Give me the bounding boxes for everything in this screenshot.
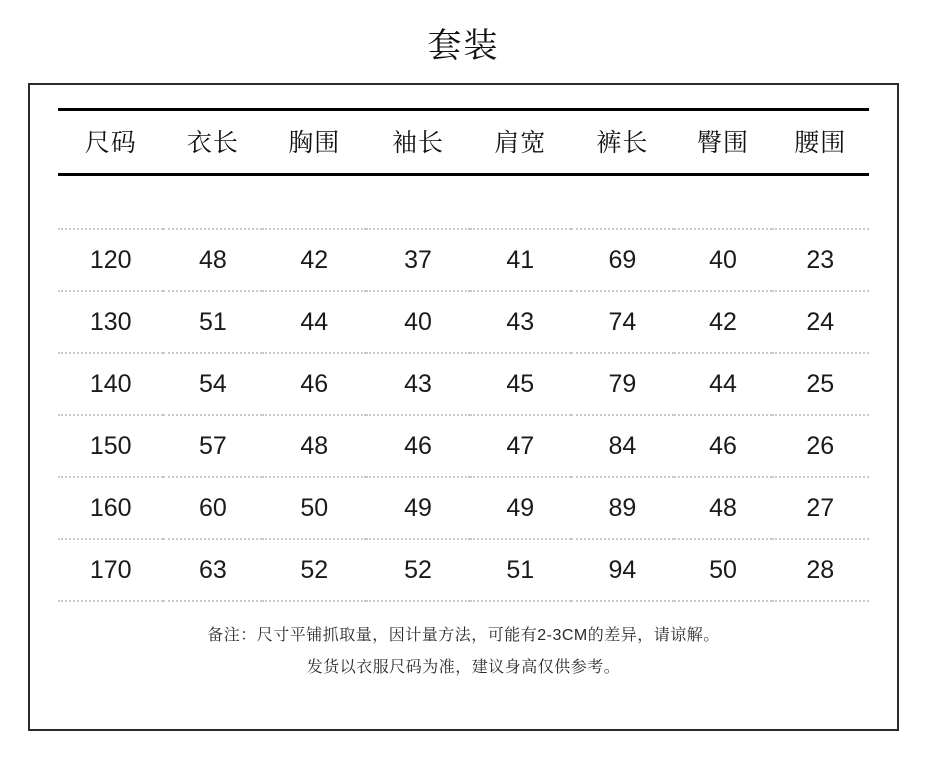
- cell-pants-length: 94: [571, 539, 675, 601]
- cell-pants-length: 89: [571, 477, 675, 539]
- spacer-cell: [772, 175, 869, 230]
- cell-hip: 46: [674, 415, 771, 477]
- cell-waist: 27: [772, 477, 869, 539]
- cell-sleeve-length: 49: [366, 477, 470, 539]
- table-row: [58, 415, 869, 477]
- table-header-row: [58, 110, 869, 175]
- column-header-size: 尺码: [58, 110, 163, 175]
- cell-bust: 48: [262, 415, 366, 477]
- cell-shoulder-width: 51: [470, 539, 571, 601]
- column-header-shoulder-width: 肩宽: [470, 110, 571, 175]
- cell-waist: 23: [772, 229, 869, 291]
- table-row: [58, 539, 869, 601]
- cell-waist: 26: [772, 415, 869, 477]
- size-table: [58, 108, 869, 602]
- cell-waist: 25: [772, 353, 869, 415]
- cell-pants-length: 79: [571, 353, 675, 415]
- cell-size: 150: [58, 415, 163, 477]
- table-row: [58, 291, 869, 353]
- spacer-cell: [674, 175, 771, 230]
- cell-size: 160: [58, 477, 163, 539]
- cell-sleeve-length: 40: [366, 291, 470, 353]
- spacer-cell: [571, 175, 675, 230]
- cell-hip: 42: [674, 291, 771, 353]
- spacer-cell: [366, 175, 470, 230]
- cell-hip: 40: [674, 229, 771, 291]
- cell-hip: 48: [674, 477, 771, 539]
- table-row: [58, 353, 869, 415]
- note-shipping: 发货以衣服尺码为准，建议身高仅供参考。: [306, 659, 621, 676]
- page-title: 套装: [427, 27, 500, 65]
- cell-size: 120: [58, 229, 163, 291]
- cell-clothing-length: 48: [163, 229, 262, 291]
- cell-bust: 42: [262, 229, 366, 291]
- cell-clothing-length: 51: [163, 291, 262, 353]
- cell-shoulder-width: 49: [470, 477, 571, 539]
- cell-bust: 46: [262, 353, 366, 415]
- cell-bust: 44: [262, 291, 366, 353]
- table-spacer-row: [58, 175, 869, 230]
- cell-hip: 44: [674, 353, 771, 415]
- cell-waist: 28: [772, 539, 869, 601]
- cell-bust: 52: [262, 539, 366, 601]
- column-header-waist: 腰围: [772, 110, 869, 175]
- cell-pants-length: 84: [571, 415, 675, 477]
- spacer-cell: [58, 175, 163, 230]
- cell-sleeve-length: 43: [366, 353, 470, 415]
- cell-clothing-length: 57: [163, 415, 262, 477]
- column-header-clothing-length: 衣长: [163, 110, 262, 175]
- column-header-sleeve-length: 袖长: [366, 110, 470, 175]
- notes-section: [58, 620, 869, 684]
- table-header: [58, 110, 869, 175]
- spacer-cell: [262, 175, 366, 230]
- cell-sleeve-length: 37: [366, 229, 470, 291]
- spacer-cell: [470, 175, 571, 230]
- table-body: [58, 175, 869, 602]
- cell-clothing-length: 63: [163, 539, 262, 601]
- cell-size: 170: [58, 539, 163, 601]
- cell-size: 130: [58, 291, 163, 353]
- table-row: [58, 229, 869, 291]
- table-wrapper: [30, 108, 897, 684]
- table-row: [58, 477, 869, 539]
- cell-hip: 50: [674, 539, 771, 601]
- cell-shoulder-width: 43: [470, 291, 571, 353]
- cell-pants-length: 74: [571, 291, 675, 353]
- cell-sleeve-length: 46: [366, 415, 470, 477]
- cell-pants-length: 69: [571, 229, 675, 291]
- cell-clothing-length: 60: [163, 477, 262, 539]
- cell-shoulder-width: 41: [470, 229, 571, 291]
- cell-shoulder-width: 47: [470, 415, 571, 477]
- note-measurement: 备注：尺寸平铺抓取量，因计量方法，可能有2-3CM的差异，请谅解。: [207, 627, 720, 644]
- spacer-cell: [163, 175, 262, 230]
- column-header-hip: 臀围: [674, 110, 771, 175]
- cell-sleeve-length: 52: [366, 539, 470, 601]
- cell-size: 140: [58, 353, 163, 415]
- column-header-pants-length: 裤长: [571, 110, 675, 175]
- cell-bust: 50: [262, 477, 366, 539]
- cell-clothing-length: 54: [163, 353, 262, 415]
- cell-shoulder-width: 45: [470, 353, 571, 415]
- column-header-bust: 胸围: [262, 110, 366, 175]
- size-chart-frame: [28, 83, 899, 731]
- cell-waist: 24: [772, 291, 869, 353]
